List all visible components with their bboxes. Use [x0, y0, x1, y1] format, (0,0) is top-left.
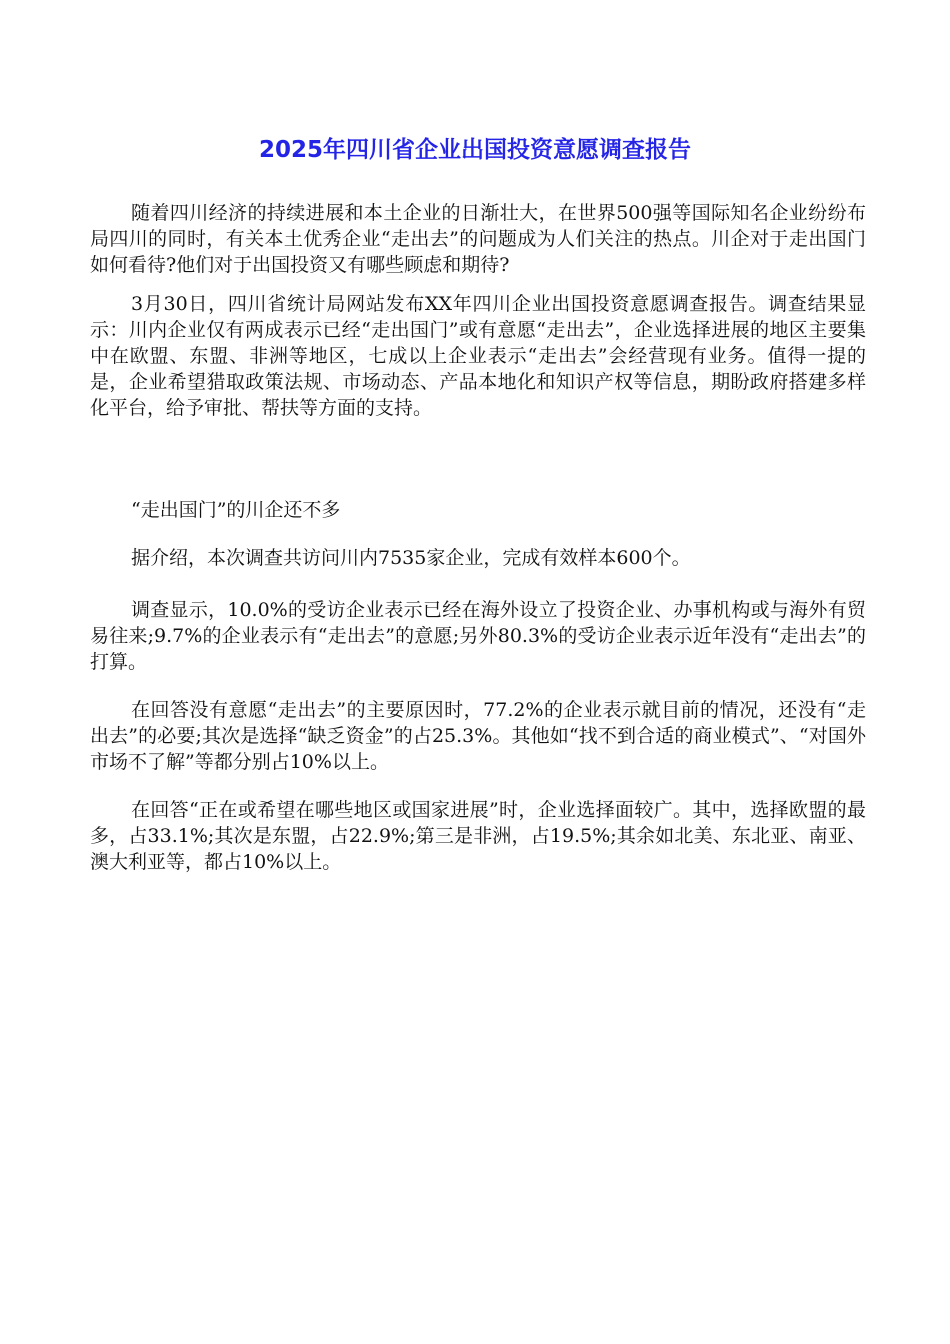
reasons-paragraph: 在回答没有意愿“走出去”的主要原因时，77.2%的企业表示就目前的情况，还没有“走出去”的必要;其次是选择“缺乏资金”的占25.3%。其他如“找不到合适的商业模式”、“对国外市场不了解”等都分别占10%以上。	[90, 699, 866, 773]
section-heading: “走出国门”的川企还不多	[131, 499, 341, 521]
survey-results-paragraph: 调查显示，10.0%的受访企业表示已经在海外设立了投资企业、办事机构或与海外有贸易往来;9.7%的企业表示有“走出去”的意愿;另外80.3%的受访企业表示近年没有“走出去”的打算。	[90, 599, 866, 673]
document-title: 2025年四川省企业出国投资意愿调查报告	[258, 137, 691, 163]
intro-paragraph: 随着四川经济的持续进展和本土企业的日渐壮大，在世界500强等国际知名企业纷纷布局四川的同时，有关本土优秀企业“走出去”的问题成为人们关注的热点。川企对于走出国门如何看待?他们对于出国投资又有哪些顾虑和期待?	[90, 202, 866, 276]
report-summary-paragraph: 3月30日，四川省统计局网站发布XX年四川企业出国投资意愿调查报告。调查结果显示：川内企业仅有两成表示已经“走出国门”或有意愿“走出去”，企业选择进展的地区主要集中在欧盟、东盟、非洲等地区，七成以上企业表示“走出去”会经营现有业务。值得一提的是，企业希望猎取政策法规、市场动态、产品本地化和知识产权等信息，期盼政府搭建多样化平台，给予审批、帮扶等方面的支持。	[90, 293, 866, 419]
survey-sample-paragraph: 据介绍，本次调查共访问川内7535家企业，完成有效样本600个。	[131, 547, 691, 569]
regions-paragraph: 在回答“正在或希望在哪些地区或国家进展”时，企业选择面较广。其中，选择欧盟的最多，占33.1%;其次是东盟，占22.9%;第三是非洲，占19.5%;其余如北美、东北亚、南亚、澳大利亚等，都占10%以上。	[90, 799, 866, 873]
